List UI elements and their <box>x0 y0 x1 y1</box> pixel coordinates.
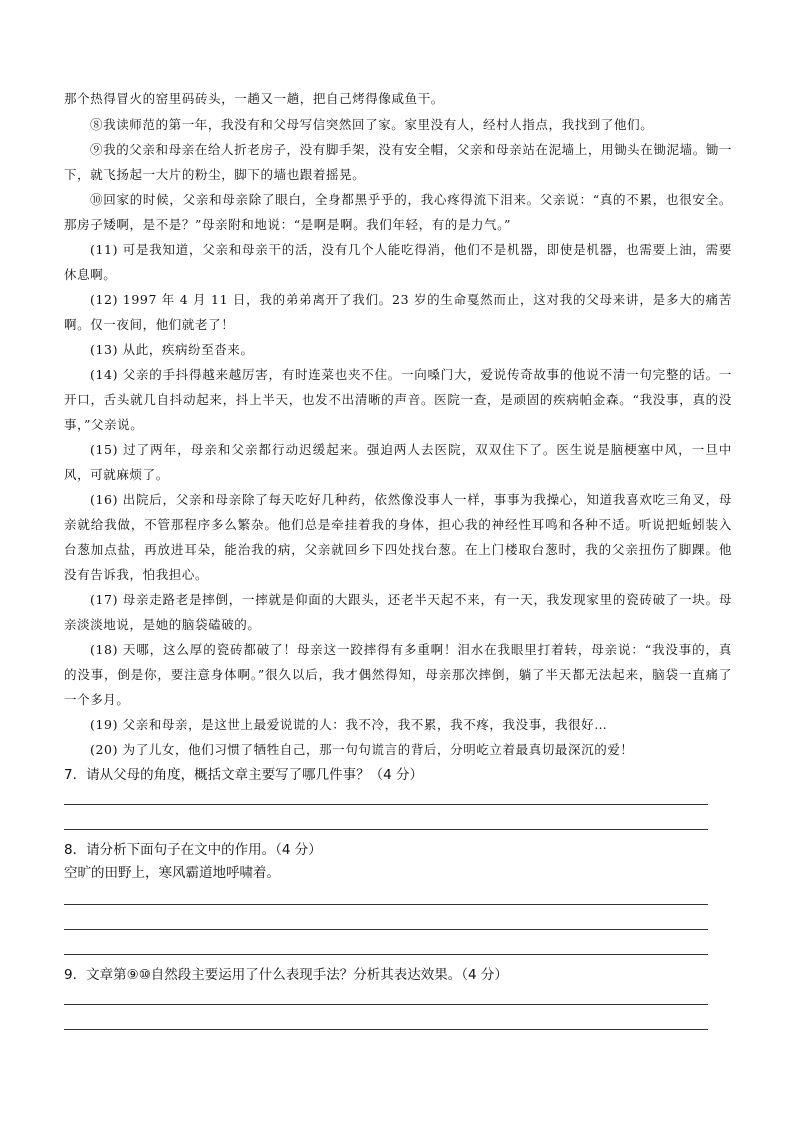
answer-line[interactable] <box>64 1029 708 1030</box>
paragraph-11: (11) 可是我知道，父亲和母亲干的活，没有几个人能吃得消，他们不是机器，即使是机器，也需要上油，需要休息啊。 <box>64 242 732 282</box>
paragraph-15: (15) 过了两年，母亲和父亲都行动迟缓起来。强迫两人去医院，双双住下了。医生说是脑梗塞中风，一旦中风，可就麻烦了。 <box>64 442 732 482</box>
paragraph-18: (18) 天哪，这么厚的瓷砖都破了！母亲这一跤摔得有多重啊！泪水在我眼里打着转，母亲说：“我没事的，真的没事，倒是你，要注意身体啊。”很久以后，我才偶然得知，母亲那次摔倒，躺了半天都无法起来，脑袋一直痛了一个多月。 <box>64 642 732 707</box>
paragraph-20: (20) 为了儿女，他们习惯了牺牲自己，那一句句谎言的背后，分明屹立着最真切最深沉的爱！ <box>90 742 634 757</box>
question-7: 7．请从父母的角度，概括文章主要写了哪几件事？（4 分） <box>64 767 423 783</box>
paragraph-19: (19) 父亲和母亲，是这世上最爱说谎的人：我不冷，我不累，我不疼，我没事，我很好… <box>90 717 608 732</box>
answer-line[interactable] <box>64 829 708 830</box>
answer-line[interactable] <box>64 1004 708 1005</box>
paragraph-10: ⑩回家的时候，父亲和母亲除了眼白，全身都黑乎乎的，我心疼得流下泪来。父亲说：“真的不累，也很安全。那房子矮啊，是不是？”母亲附和地说：“是啊是啊。我们年轻，有的是力气。” <box>64 192 732 232</box>
paragraph-9: ⑨我的父亲和母亲在给人折老房子，没有脚手架，没有安全帽，父亲和母亲站在泥墙上，用锄头在锄泥墙。锄一下，就飞扬起一大片的粉尘，脚下的墙也跟着摇晃。 <box>64 142 732 182</box>
question-9: 9．文章第⑨⑩自然段主要运用了什么表现手法？分析其表达效果。（4 分） <box>64 967 508 983</box>
question-8: 8．请分析下面句子在文中的作用。（4 分） <box>64 842 322 858</box>
answer-line[interactable] <box>64 954 708 955</box>
question-8-quote: 空旷的田野上，寒风霸道地呼啸着。 <box>64 865 280 881</box>
paragraph-13: (13) 从此，疾病纷至沓来。 <box>90 342 254 357</box>
paragraph-14: (14) 父亲的手抖得越来越厉害，有时连菜也夹不住。一向嗓门大，爱说传奇故事的他说不清一句完整的话。一开口，舌头就几自抖动起来，抖上半天，也发不出清晰的声音。医院一查，是顽固的疾病帕金森。“我没事，真的没事，”父亲说。 <box>64 367 732 432</box>
answer-line[interactable] <box>64 804 708 805</box>
paragraph-16: (16) 出院后，父亲和母亲除了每天吃好几种药，依然像没事人一样，事事为我操心，知道我喜欢吃三角叉，母亲就给我做，不管那程序多么繁杂。他们总是牵挂着我的身体，担心我的神经性耳鸣和各种不适。听说把蚯蚓装入台葱加点盐，再放进耳朵，能治我的病，父亲就回乡下四处找台葱。在上门楼取台葱时，我的父亲扭伤了脚踝。他没有告诉我，怕我担心。 <box>64 492 732 582</box>
paragraph-continuation: 那个热得冒火的窑里码砖头，一趟又一趟，把自己烤得像咸鱼干。 <box>64 91 444 106</box>
answer-line[interactable] <box>64 929 708 930</box>
paragraph-17: (17) 母亲走路老是摔倒，一摔就是仰面的大跟头，还老半天起不来，有一天，我发现家里的瓷砖破了一块。母亲淡淡地说，是她的脑袋磕破的。 <box>64 592 732 632</box>
paragraph-8: ⑧我读师范的第一年，我没有和父母写信突然回了家。家里没有人，经村人指点，我找到了他们。 <box>90 117 654 132</box>
answer-line[interactable] <box>64 904 708 905</box>
paragraph-12: (12) 1997 年 4 月 11 日，我的弟弟离开了我们。23 岁的生命戛然而止，这对我的父母来讲，是多大的痛苦啊。仅一夜间，他们就老了！ <box>64 292 732 332</box>
